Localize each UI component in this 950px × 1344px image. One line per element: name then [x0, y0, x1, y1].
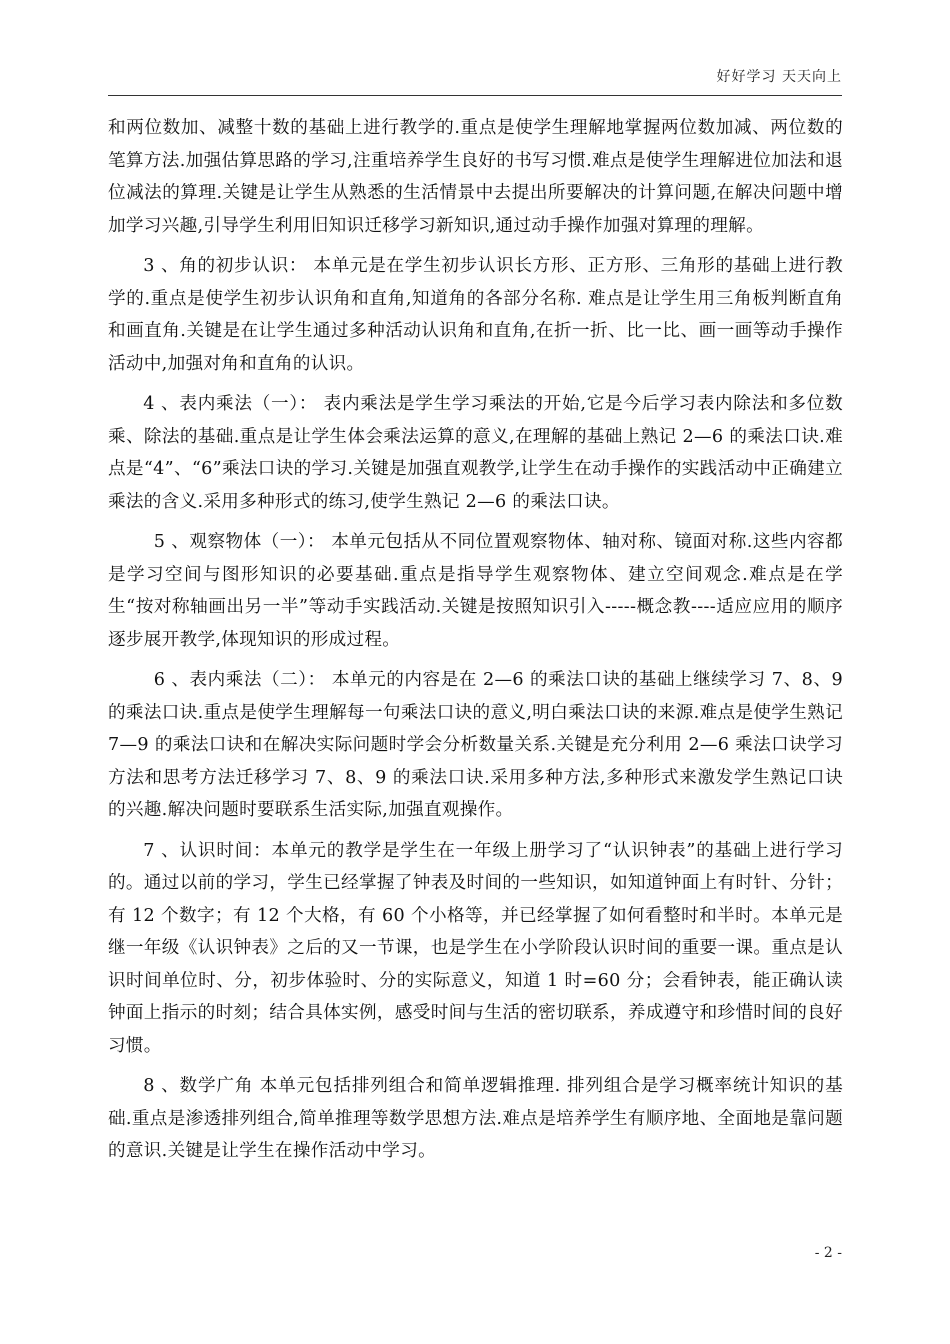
paragraph-section-8: 8 、数学广角 本单元包括排列组合和简单逻辑推理. 排列组合是学习概率统计知识的基础.重点是渗透排列组合,简单推理等数学思想方法.难点是培养学生有顺序地、全面地是靠问题的意识.关键是让学生在操作活动中学习。: [108, 1076, 843, 1161]
page-header: 好好学习 天天向上: [716, 69, 842, 85]
paragraph-section-6: 6 、表内乘法（二）： 本单元的内容是在 2—6 的乘法口诀的基础上继续学习 7、8、9 的乘法口诀.重点是使学生理解每一句乘法口诀的意义,明白乘法口诀的来源.难点是使学生熟记 7—9 的乘法口诀和在解决实际问题时学会分析数量关系.关键是充分利用 2—6 乘法口诀学习方法和思考方法迁移学习 7、8、9 的乘法口诀.采用多种方法,多种形式来激发学生熟记口诀的兴趣.解决问题时要联系生活实际,加强直观操作。: [108, 670, 843, 820]
header-rule: [108, 95, 842, 96]
page-body: [108, 112, 843, 1176]
page-number: - 2 -: [814, 1245, 842, 1261]
paragraph-section-5: 5 、观察物体（一）： 本单元包括从不同位置观察物体、轴对称、镜面对称.这些内容都是学习空间与图形知识的必要基础.重点是指导学生观察物体、建立空间观念.难点是在学生“按对称轴画出另一半”等动手实践活动.关键是按照知识引入-----概念教----适应应用的顺序逐步展开教学,体现知识的形成过程。: [108, 532, 843, 650]
paragraph-section-7: 7 、认识时间：本单元的教学是学生在一年级上册学习了“认识钟表”的基础上进行学习的。通过以前的学习，学生已经掌握了钟表及时间的一些知识，如知道钟面上有时针、分针；有 12 个数字；有 12 个大格，有 60 个小格等，并已经掌握了如何看整时和半时。本单元是继一年级《认识钟表》之后的又一节课，也是学生在小学阶段认识时间的重要一课。重点是认识时间单位时、分，初步体验时、分的实际意义，知道 1 时=60 分；会看钟表，能正确认读钟面上指示的时刻；结合具体实例，感受时间与生活的密切联系，养成遵守和珍惜时间的良好习惯。: [108, 840, 843, 1056]
paragraph-continued: 和两位数加、减整十数的基础上进行教学的.重点是使学生理解地掌握两位数加减、两位数的笔算方法.加强估算思路的学习,注重培养学生良好的书写习惯.难点是使学生理解进位加法和退位减法的算理.关键是让学生从熟悉的生活情景中去提出所要解决的计算问题,在解决问题中增加学习兴趣,引导学生利用旧知识迁移学习新知识,通过动手操作加强对算理的理解。: [108, 118, 843, 236]
paragraph-section-4: 4 、表内乘法（一）： 表内乘法是学生学习乘法的开始,它是今后学习表内除法和多位数乘、除法的基础.重点是让学生体会乘法运算的意义,在理解的基础上熟记 2—6 的乘法口诀.难点是“4”、“6”乘法口诀的学习.关键是加强直观教学,让学生在动手操作的实践活动中正确建立乘法的含义.采用多种形式的练习,使学生熟记 2—6 的乘法口诀。: [108, 394, 843, 512]
paragraph-section-3: 3 、角的初步认识： 本单元是在学生初步认识长方形、正方形、三角形的基础上进行教学的.重点是使学生初步认识角和直角,知道角的各部分名称. 难点是让学生用三角板判断直角和画直角.关键是在让学生通过多种活动认识角和直角,在折一折、比一比、画一画等动手操作活动中,加强对角和直角的认识。: [108, 256, 843, 374]
